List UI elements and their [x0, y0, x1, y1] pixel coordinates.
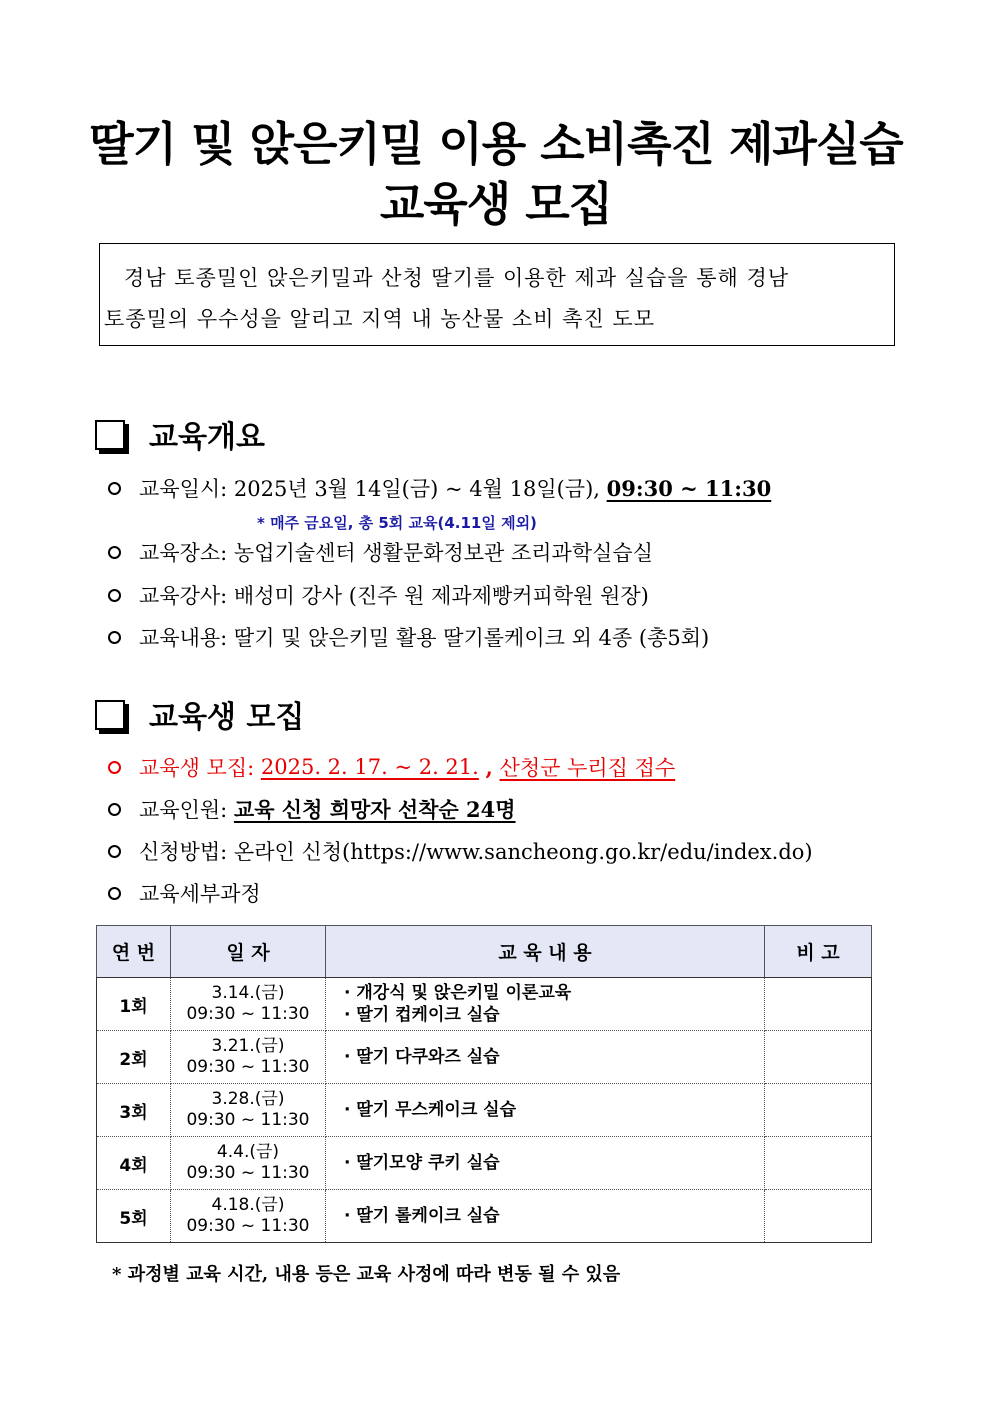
section-heading-overview — [95, 412, 265, 456]
overview-place — [108, 537, 653, 567]
row-content-line: · 딸기모양 쿠키 실습 — [344, 1153, 500, 1173]
row-content — [326, 1190, 765, 1243]
row-remark — [765, 1031, 872, 1084]
row-no: 2회 — [97, 1031, 171, 1084]
page-title-line1: 딸기 및 앉은키밀 이용 소비촉진 제과실습 — [89, 117, 903, 171]
circle-bullet-icon — [108, 589, 121, 602]
row-content-line: · 딸기 롤케이크 실습 — [344, 1206, 500, 1226]
circle-bullet-icon — [108, 482, 121, 495]
schedule-value: 2025년 3월 14일(금) ~ 4월 18일(금), — [233, 477, 600, 501]
checkbox-square-icon — [95, 420, 125, 450]
header-date: 일 자 — [171, 926, 326, 978]
content-label: 교육내용: — [139, 626, 228, 650]
row-no: 1회 — [97, 978, 171, 1031]
row-date-time: 09:30 ~ 11:30 — [186, 1004, 310, 1024]
schedule-label: 교육일시: — [139, 477, 228, 501]
recruit-period-value: 2025. 2. 17. ~ 2. 21. — [260, 755, 479, 779]
table-row — [97, 978, 872, 1031]
header-remark: 비 고 — [765, 926, 872, 978]
intro-line1: 경남 토종밀인 앉은키밀과 산청 딸기를 이용한 제과 실습을 통해 경남 — [124, 266, 790, 290]
overview-content — [108, 622, 709, 652]
row-no: 3회 — [97, 1084, 171, 1137]
place-label: 교육장소: — [139, 541, 228, 565]
row-date-time: 09:30 ~ 11:30 — [186, 1110, 310, 1130]
recruit-place-value: 산청군 누리집 접수 — [499, 756, 676, 780]
row-date-time: 09:30 ~ 11:30 — [186, 1057, 310, 1077]
overview-schedule — [108, 473, 771, 503]
recruit-method — [108, 836, 813, 866]
section-heading-label: 교육개요 — [149, 420, 265, 455]
row-date-day: 3.14.(금) — [211, 983, 285, 1003]
circle-bullet-icon — [108, 845, 121, 858]
row-date-day: 4.18.(금) — [211, 1195, 285, 1215]
row-date — [171, 1084, 326, 1137]
intro-line2: 토종밀의 우수성을 알리고 지역 내 농산물 소비 촉진 도모 — [104, 307, 655, 331]
course-table — [96, 925, 872, 1243]
count-value: 교육 신청 희망자 선착순 24명 — [233, 797, 516, 822]
row-content — [326, 1084, 765, 1137]
row-content — [326, 978, 765, 1031]
recruit-period — [108, 752, 675, 782]
row-content-line: · 딸기 컵케이크 실습 — [344, 1005, 500, 1025]
row-date — [171, 1190, 326, 1243]
schedule-note: * 매주 금요일, 총 5회 교육(4.11일 제외) — [257, 514, 537, 532]
row-date-day: 3.21.(금) — [211, 1036, 285, 1056]
table-row — [97, 1137, 872, 1190]
detail-label: 교육세부과정 — [139, 882, 261, 906]
header-content: 교 육 내 용 — [326, 926, 765, 978]
row-content — [326, 1137, 765, 1190]
row-date — [171, 1031, 326, 1084]
table-row — [97, 1190, 872, 1243]
circle-bullet-icon — [108, 887, 121, 900]
count-label: 교육인원: — [139, 798, 228, 822]
row-date-time: 09:30 ~ 11:30 — [186, 1163, 310, 1183]
row-date-time: 09:30 ~ 11:30 — [186, 1216, 310, 1236]
intro-box — [99, 243, 895, 346]
section-heading-recruit — [95, 692, 304, 736]
checkbox-square-icon — [95, 700, 125, 730]
circle-bullet-icon — [108, 761, 121, 774]
page-title-line2: 교육생 모집 — [379, 177, 613, 231]
row-date — [171, 1137, 326, 1190]
recruit-label: 교육생 모집: — [139, 756, 255, 780]
row-remark — [765, 1190, 872, 1243]
header-no: 연 번 — [97, 926, 171, 978]
circle-bullet-icon — [108, 803, 121, 816]
recruit-sep: , — [485, 754, 493, 780]
recruit-count — [108, 794, 516, 824]
content-value: 딸기 및 앉은키밀 활용 딸기롤케이크 외 4종 (총5회) — [233, 626, 710, 650]
row-content — [326, 1031, 765, 1084]
table-row — [97, 1084, 872, 1137]
circle-bullet-icon — [108, 631, 121, 644]
section-heading-label: 교육생 모집 — [149, 700, 305, 735]
row-date-day: 4.4.(금) — [216, 1142, 280, 1162]
method-label: 신청방법: — [139, 840, 228, 864]
recruit-detail — [108, 878, 261, 908]
row-no: 4회 — [97, 1137, 171, 1190]
place-value: 농업기술센터 생활문화정보관 조리과학실습실 — [233, 541, 653, 565]
row-remark — [765, 978, 872, 1031]
schedule-time: 09:30 ~ 11:30 — [606, 475, 772, 501]
teacher-value: 배성미 강사 (진주 원 제과제빵커피학원 원장) — [233, 584, 649, 608]
circle-bullet-icon — [108, 546, 121, 559]
row-date-day: 3.28.(금) — [211, 1089, 285, 1109]
table-row — [97, 1031, 872, 1084]
teacher-label: 교육강사: — [139, 584, 228, 608]
row-content-line: · 딸기 무스케이크 실습 — [344, 1100, 517, 1120]
footnote: * 과정별 교육 시간, 내용 등은 교육 사정에 따라 변동 될 수 있음 — [112, 1264, 621, 1285]
row-content-line: · 딸기 다쿠와즈 실습 — [344, 1047, 500, 1067]
table-header-row — [97, 926, 872, 978]
row-no: 5회 — [97, 1190, 171, 1243]
row-remark — [765, 1084, 872, 1137]
method-value: 온라인 신청(https://www.sancheong.go.kr/edu/index.do) — [233, 840, 813, 864]
row-date — [171, 978, 326, 1031]
row-remark — [765, 1137, 872, 1190]
overview-teacher — [108, 580, 649, 610]
row-content-line: · 개강식 및 앉은키밀 이론교육 — [344, 983, 572, 1003]
